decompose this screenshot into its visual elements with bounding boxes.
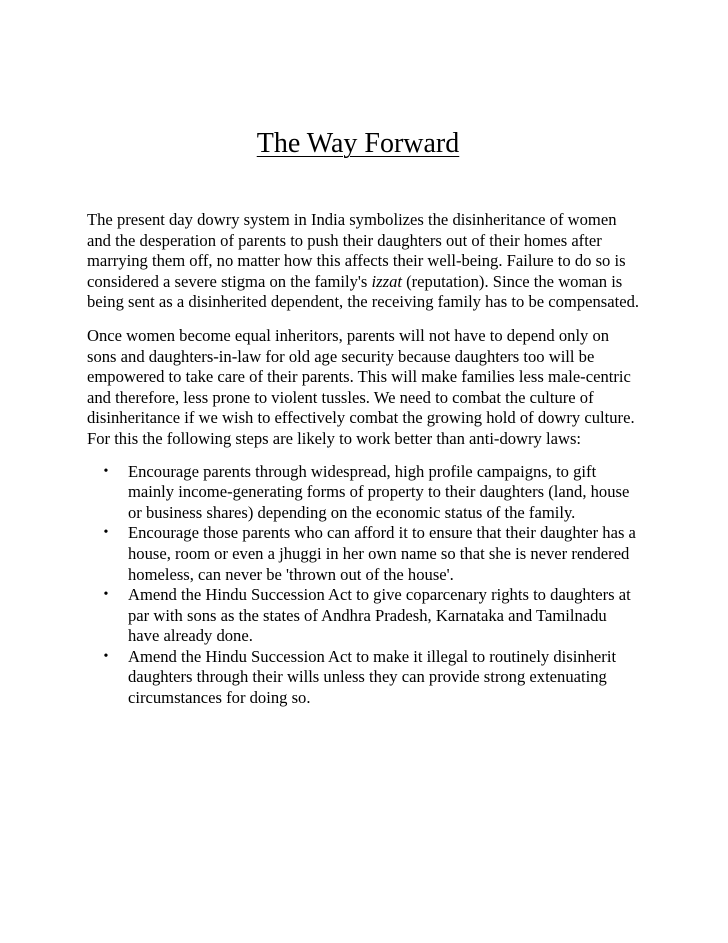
list-item-line: circumstances for doing so. bbox=[128, 688, 311, 708]
paragraph-line: being sent as a disinherited dependent, the receiving family has to be compensated. bbox=[87, 292, 640, 312]
bullet-icon: • bbox=[103, 525, 109, 541]
paragraph-line: marrying them off, no matter how this affects their well-being. Failure to do so is bbox=[87, 251, 626, 271]
paragraph-text: (reputation). Since the woman is bbox=[401, 271, 623, 291]
list-item-line: Amend the Hindu Succession Act to make it illegal to routinely disinherit bbox=[128, 646, 617, 666]
paragraph-line bbox=[87, 272, 657, 293]
bullet-icon: • bbox=[103, 587, 109, 603]
paragraph-inheritors bbox=[87, 326, 657, 450]
paragraph-line: and therefore, less prone to violent tussles. We need to combat the culture of bbox=[87, 387, 594, 407]
paragraph-intro bbox=[87, 210, 657, 313]
document-body bbox=[87, 210, 657, 709]
bullet-icon: • bbox=[103, 648, 109, 664]
paragraph-text: considered a severe stigma on the family's bbox=[87, 271, 372, 291]
page-title bbox=[0, 124, 716, 164]
list-item-line: Encourage those parents who can afford it to ensure that their daughter has a bbox=[128, 523, 636, 543]
list-item-line: mainly income-generating forms of property to their daughters (land, house bbox=[128, 482, 630, 502]
bullet-icon: • bbox=[103, 463, 109, 479]
paragraph-line: empowered to take care of their parents. This will make families less male-centric bbox=[87, 367, 631, 387]
paragraph-line: Once women become equal inheritors, parents will not have to depend only on bbox=[87, 325, 610, 345]
page-title-text: The Way Forward bbox=[256, 128, 460, 159]
paragraph-line: sons and daughters-in-law for old age security because daughters too will be bbox=[87, 346, 595, 366]
paragraph-line: The present day dowry system in India symbolizes the disinheritance of women bbox=[87, 210, 617, 229]
list-item bbox=[87, 647, 657, 709]
list-item bbox=[87, 523, 657, 585]
list-item-line: daughters through their wills unless they can provide strong extenuating bbox=[128, 667, 607, 687]
list-item-line: house, room or even a jhuggi in her own name so that she is never rendered bbox=[128, 543, 630, 563]
list-item-line: have already done. bbox=[128, 626, 253, 646]
list-item bbox=[87, 462, 657, 524]
steps-list bbox=[87, 462, 657, 709]
list-item-line: Encourage parents through widespread, high profile campaigns, to gift bbox=[128, 461, 597, 481]
list-item-line: par with sons as the states of Andhra Pradesh, Karnataka and Tamilnadu bbox=[128, 605, 607, 625]
list-item-line: homeless, can never be 'thrown out of the house'. bbox=[128, 564, 454, 584]
list-item bbox=[87, 585, 657, 647]
list-item-line: Amend the Hindu Succession Act to give coparcenary rights to daughters at bbox=[128, 585, 631, 605]
paragraph-line: For this the following steps are likely to work better than anti-dowry laws: bbox=[87, 428, 582, 448]
list-item-line: or business shares) depending on the economic status of the family. bbox=[128, 502, 576, 522]
paragraph-line: and the desperation of parents to push their daughters out of their homes after bbox=[87, 230, 602, 250]
italic-term-izzat: izzat bbox=[371, 271, 402, 291]
paragraph-line: disinheritance if we wish to effectively combat the growing hold of dowry culture. bbox=[87, 408, 635, 428]
